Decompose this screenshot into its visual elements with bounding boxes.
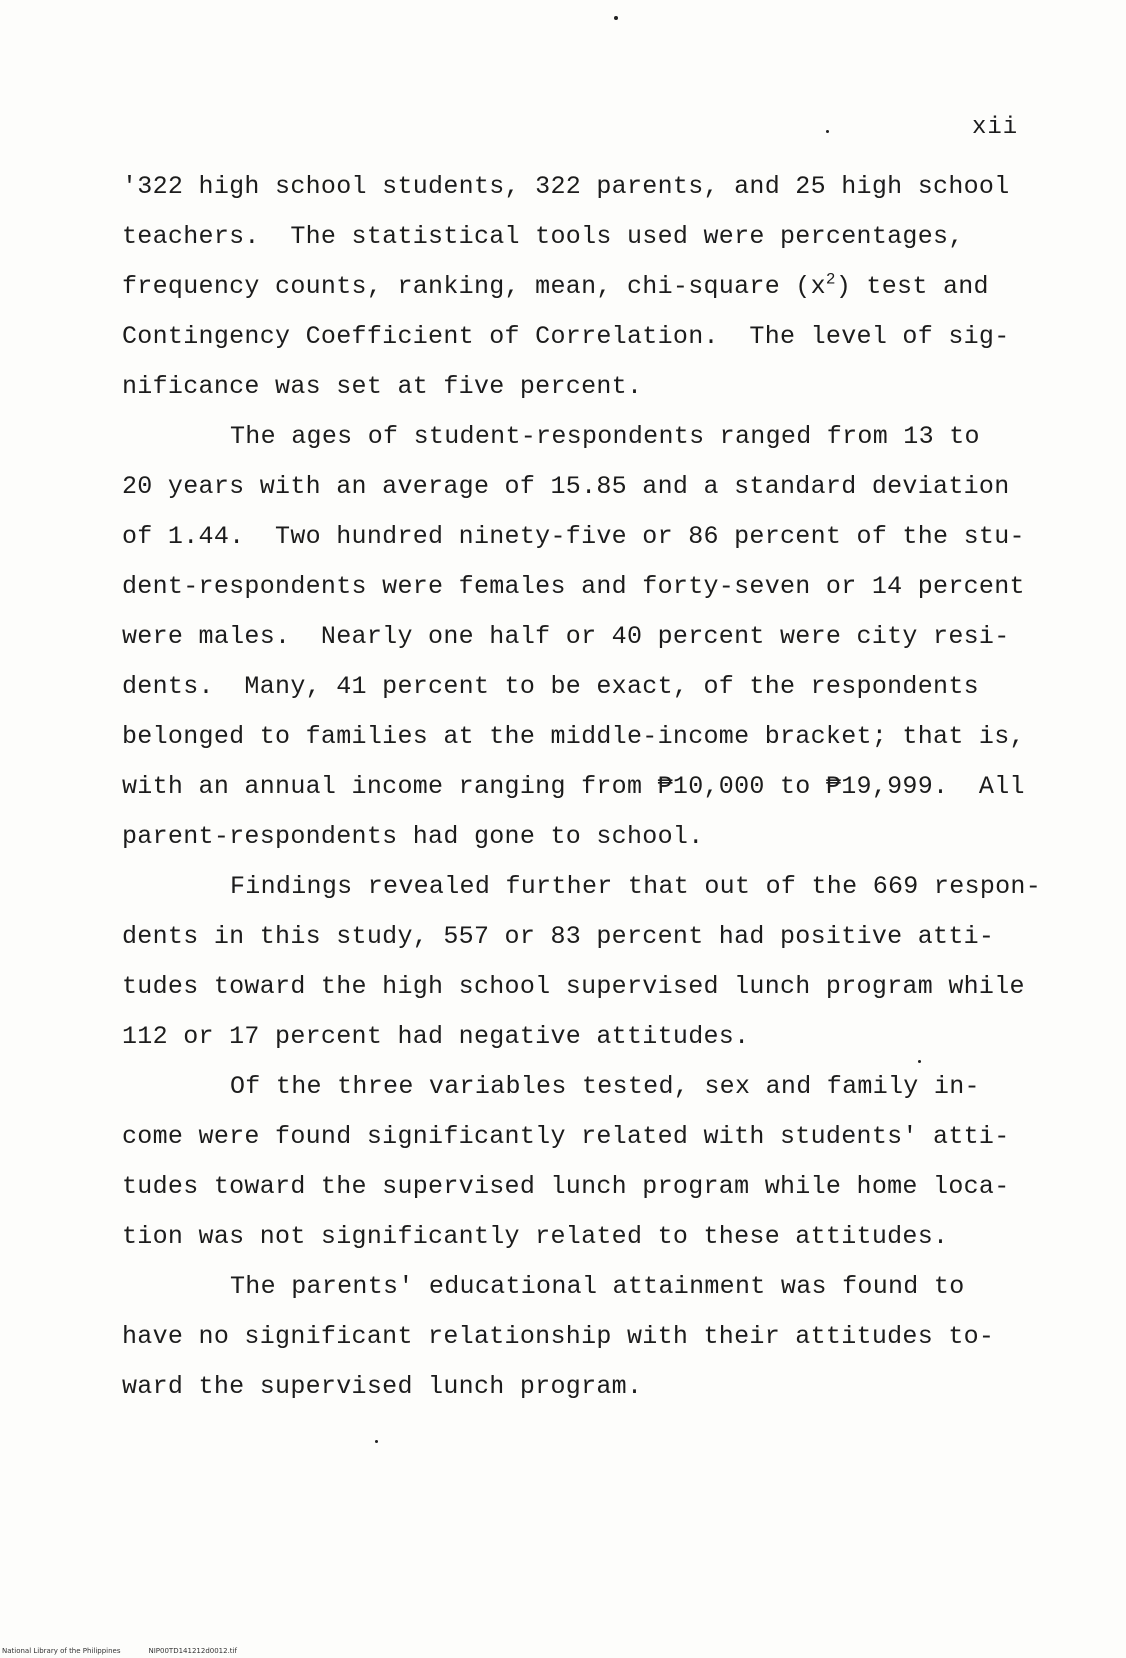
scan-speck [614,16,618,20]
text-line-tail: ) test and [835,272,989,301]
scan-footer [2,1647,265,1655]
text-line: of 1.44. Two hundred ninety-five or 86 percent of the stu- [122,522,1025,551]
scan-speck [375,1440,378,1443]
page-number: xii [972,114,1019,141]
text-line: parent-respondents had gone to school. [122,822,704,851]
text-line: tudes toward the high school supervised lunch program while [122,972,1025,1001]
text-line-head: frequency counts, ranking, mean, chi-square (x [122,272,826,301]
scan-speck [918,1060,921,1063]
text-line: dent-respondents were females and forty-seven or 14 percent [122,572,1025,601]
text-line: Contingency Coefficient of Correlation. The level of sig- [122,322,1010,351]
text-line: have no significant relationship with their attitudes to- [122,1322,995,1351]
text-line: 112 or 17 percent had negative attitudes. [122,1022,750,1051]
text-line: 20 years with an average of 15.85 and a standard deviation [122,472,1010,501]
text-line: tudes toward the supervised lunch program while home loca- [122,1172,1010,1201]
paragraph-start-line: Of the three variables tested, sex and family in- [230,1072,980,1101]
text-line: tion was not significantly related to these attitudes. [122,1222,949,1251]
paragraph-start-line: Findings revealed further that out of the 669 respon- [230,872,1042,901]
footer-file-id: NIP00TD141212d0012.tif [148,1647,237,1655]
text-line: belonged to families at the middle-income bracket; that is, [122,722,1025,751]
text-line: were males. Nearly one half or 40 percent were city resi- [122,622,1010,651]
text-line: teachers. The statistical tools used were percentages, [122,222,964,251]
scan-speck [826,130,829,133]
paragraph-start-line: The ages of student-respondents ranged from 13 to [230,422,980,451]
text-line: '322 high school students, 322 parents, and 25 high school [122,172,1010,201]
footer-library: National Library of the Philippines [2,1647,121,1655]
paragraph-start-line: The parents' educational attainment was found to [230,1272,965,1301]
superscript: 2 [825,270,836,289]
text-line: with an annual income ranging from ₱10,000 to ₱19,999. All [122,772,1025,801]
text-line: come were found significantly related with students' atti- [122,1122,1010,1151]
text-line: nificance was set at five percent. [122,372,643,401]
text-line: ward the supervised lunch program. [122,1372,643,1401]
text-line: dents. Many, 41 percent to be exact, of the respondents [122,672,979,701]
text-line: dents in this study, 557 or 83 percent had positive atti- [122,922,995,951]
text-line-with-superscript [122,272,989,302]
